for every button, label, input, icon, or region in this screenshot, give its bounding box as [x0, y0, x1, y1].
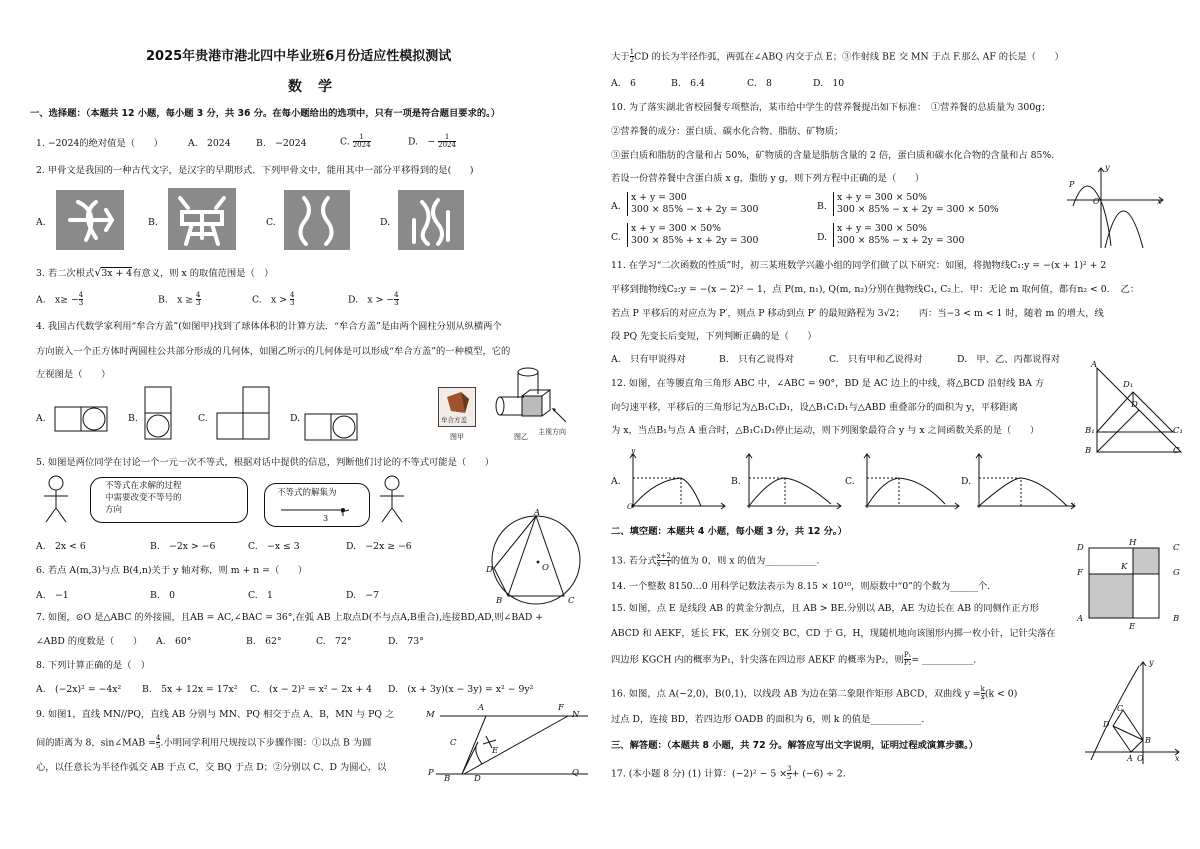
q12-graph-o-label: O	[627, 502, 634, 511]
q15-fig-k: K	[1121, 562, 1128, 572]
fig-jia-box	[438, 387, 476, 427]
q16-line2: 过点 D，连接 BD，若四边形 OADB 的面积为 6，则 k 的值是___________.	[611, 714, 925, 725]
q12-fig-c1: C₁	[1173, 426, 1183, 436]
q8-option-b: B. 5x + 12x = 17x²	[142, 684, 238, 695]
q7-line1: 7. 如图，⊙O 是△ABC 的外接圆，且AB = AC,∠BAC = 36°,在弧 AB 上取点D(不与点A,B重合),连接BD,AD,则∠BAD +	[36, 612, 544, 623]
q3-option-a: A. x≥ − $\frac{4}{3}$	[36, 291, 84, 308]
q12-fig-b: B	[1085, 446, 1092, 456]
q10-line4: 若设一份营养餐中含蛋白质 x g，脂肪 y g，则下列方程中正确的是（ ）	[611, 173, 925, 184]
q11-option-a: A. 只有甲说得对	[611, 354, 686, 365]
q11-option-b: B. 只有乙说得对	[719, 354, 794, 365]
q9-option-b: B. 6.4	[671, 78, 705, 89]
q15-fig-b: B	[1173, 614, 1180, 624]
q5-option-d: D. −2x ≥ −6	[346, 541, 412, 552]
q3-option-d: D. x > − $\frac{4}{3}$	[348, 291, 399, 308]
q4-view-a	[54, 403, 108, 433]
q10-option-a: x + y = 300 300 × 85% − x + 2y = 300	[627, 192, 758, 216]
q16-line1: 16. 如图，点 A(−2,0)，B(0,1)，以线段 AB 为边在第二象限作矩形 ABCD，双曲线 y = $\frac{k}{x}$ (k < 0)	[611, 685, 1018, 702]
q16-fig-o: O	[1137, 754, 1144, 763]
q10-line3: ③蛋白质和脂肪的含量和占 50%，矿物质的含量是脂肪含量的 2 倍，蛋白质和碳水化合物的含量和占 85%.	[611, 150, 1055, 161]
q2-label-a: A.	[36, 217, 46, 228]
q5-student-right	[372, 474, 412, 524]
q4-view-b	[144, 385, 174, 441]
q12-fig-d: D	[1131, 400, 1138, 410]
q7-option-a: A. 60°	[156, 636, 192, 647]
q12-triangle-figure	[1093, 362, 1185, 456]
bubble1-line2: 中需要改变不等号的	[105, 493, 182, 503]
q11-fig-x: x	[1157, 197, 1162, 206]
q10-option-d: x + y = 300 × 50% 300 × 85% − x + 2y = 300	[833, 223, 964, 247]
q9-label-d: D	[474, 774, 481, 784]
q12-line1: 12. 如图，在等腰直角三角形 ABC 中，∠ABC = 90°，BD 是 AC 边上的中线，将△BCD 沿射线 BA 方	[611, 378, 1045, 389]
q4-label-d: D.	[290, 413, 301, 424]
q7-label-b: B	[496, 596, 503, 606]
q16-hyperbola-figure	[1083, 660, 1183, 766]
q11-line3: 若点 P 平移后的对应点为 P′，则点 P 移动到点 P′ 的最短路程为 3√2； 丙：当−3 < m < 1 时，随着 m 的增大，线	[611, 308, 1104, 319]
q16-fig-x: x	[1175, 754, 1180, 763]
q12-graph-b	[741, 450, 845, 510]
q2-label-b: B.	[148, 217, 158, 228]
q10-option-c: x + y = 300 × 50% 300 × 85% + x + 2y = 300	[627, 223, 758, 247]
q5-speech-bubble-2	[264, 483, 370, 527]
q17-text: 17. (本小题 8 分) (1) 计算：(−2)² − 5 × $\frac{3}{5}$ + (−6) ÷ 2.	[611, 765, 846, 782]
q16-fig-d: D	[1103, 720, 1110, 729]
q5-speech-bubble-1	[90, 477, 248, 523]
section-heading-choice: 一、选择题：（本题共 12 小题，每小题 3 分，共 36 分。在每小题给出的选项中，只有一项是符合题目要求的。）	[30, 108, 501, 119]
q10-line1: 10. 为了落实湖北省校园餐专项整治，某市给中学生的营养餐提出如下标准： ①营养餐的总质量为 300g；	[611, 102, 1051, 113]
q16-fig-c: C	[1117, 704, 1124, 713]
exam-title: 2025年贵港市港北四中毕业班6月份适应性模拟测试	[146, 49, 452, 64]
fig-yi-arrow-label: 主视方向	[538, 428, 566, 436]
q1-stem: 1. −2024的绝对值是（ ）	[36, 138, 163, 149]
q16-fig-a: A	[1127, 754, 1133, 763]
q7-circle-figure	[484, 508, 588, 608]
q10-label-d: D.	[817, 232, 828, 243]
subject-title: 数学	[288, 79, 348, 95]
q12-graph-label-b: B.	[731, 476, 741, 487]
q7-option-d: D. 73°	[388, 636, 424, 647]
q10-label-a: A.	[611, 201, 621, 212]
q11-fig-o: O	[1093, 197, 1100, 206]
q9-label-m: M	[426, 710, 435, 720]
q15-square-figure	[1087, 546, 1167, 622]
q12-line2: 向匀速平移，平移后的三角形记为△B₁C₁D₁，设△B₁C₁D₁与△ABD 重叠部分的面积为 y，平移距离	[611, 402, 1018, 413]
fig-jia-caption: 牟合方盖	[441, 416, 467, 424]
q11-parabola-figure	[1067, 166, 1167, 250]
q10-line2: ②营养餐的成分：蛋白质、碳水化合物、脂肪、矿物质；	[611, 126, 844, 137]
bubble1-line3: 方向	[105, 505, 123, 515]
q15-fig-c: C	[1173, 543, 1180, 553]
q12-fig-a: A	[1091, 360, 1098, 370]
q15-fig-e: E	[1129, 622, 1136, 632]
q12-graph-label-d: D.	[961, 476, 972, 487]
q15-fig-g: G	[1173, 568, 1180, 578]
q2-stem: 2. 甲骨文是我国的一种古代文字，是汉字的早期形式．下列甲骨文中，能用其中一部分平移得到的是( )	[36, 165, 474, 176]
oracle-glyph-a	[56, 190, 124, 250]
q3-option-c: C. x > $\frac{4}{3}$	[252, 291, 295, 308]
q9-line3: 心，以任意长为半径作弧交 AB 于点 C，交 BQ 于点 D；②分别以 C、D 为圆心，以	[36, 762, 387, 773]
oracle-glyph-d	[398, 190, 464, 250]
q12-graph-label-c: C.	[845, 476, 855, 487]
q12-graph-x-label: x	[1071, 500, 1076, 509]
q15-line3: 四边形 KGCH 内的概率为P₁，针尖落在四边形 AEKF 的概率为P₂，则 $\frac{\text{P₁}}{\text{P₂}}$ = ___________.	[611, 651, 977, 668]
q9-line2: 间的距离为 8，sin∠MAB = $\frac{4}{5}$ .小明同学利用尺规按以下步骤作图：①以点 B 为圆	[36, 734, 372, 751]
fig-yi-label: 图乙	[514, 433, 528, 441]
q6-option-a: A. −1	[36, 590, 69, 601]
q8-option-d: D. (x + 3y)(x − 3y) = x² − 9y²	[388, 684, 534, 695]
q3-stem: 3. 若二次根式√3x + 4有意义，则 x 的取值范围是（ ）	[36, 266, 274, 279]
q1-option-c: C. $\frac{1}{2024}$	[340, 133, 371, 150]
q9-option-d: D. 10	[813, 78, 845, 89]
q4-view-c	[216, 385, 272, 441]
q12-graph-d	[971, 450, 1081, 510]
q6-option-d: D. −7	[346, 590, 380, 601]
q15-line1: 15. 如图，点 E 是线段 AB 的黄金分割点，且 AB > BE.分别以 AB，AE 为边长在 AB 的同侧作正方形	[611, 603, 1039, 614]
q6-option-c: C. 1	[248, 590, 273, 601]
q11-fig-p: P	[1069, 180, 1075, 189]
q7-line2: ∠ABD 的度数是（ ）	[36, 636, 143, 647]
q9-label-b: B	[444, 774, 451, 784]
q16-fig-y: y	[1149, 658, 1154, 667]
q9-label-a: A	[478, 703, 485, 713]
q1-option-b: B. −2024	[256, 138, 307, 149]
q9-option-c: C. 8	[747, 78, 772, 89]
q6-option-b: B. 0	[150, 590, 175, 601]
bubble1-line1: 不等式在求解的过程	[105, 481, 182, 491]
q4-view-d	[304, 412, 360, 442]
q5-option-b: B. −2x > −6	[150, 541, 216, 552]
q1-option-a: A. 2024	[188, 138, 231, 149]
q12-graph-c	[859, 450, 963, 510]
q9-line1: 9. 如图1，直线 MN//PQ，直线 AB 分别与 MN、PQ 相交于点 A、B，MN 与 PQ 之	[36, 709, 395, 720]
oracle-glyph-c	[284, 190, 350, 250]
oracle-glyph-b	[168, 188, 236, 250]
q9-label-e: E	[492, 746, 499, 756]
bubble2-text: 不等式的解集为	[277, 488, 337, 498]
q12-line3: 为 x，当点B₁与点 A 重合时，△B₁C₁D₁停止运动，则下列图象最符合 y 与 x 之间函数关系的是（ ）	[611, 425, 1040, 436]
q13-text: 13. 若分式 $\frac{x+2}{x-1}$ 的值为 0，则 x 的值为___________.	[611, 552, 820, 569]
section-heading-fill: 二、填空题：本题共 4 小题，每小题 3 分，共 12 分。）	[611, 526, 847, 537]
q11-line1: 11. 在学习“二次函数的性质”时，初三某班数学兴趣小组的同学们做了以下研究：如图，将抛物线C₁:y = −(x + 1)² + 2	[611, 260, 1107, 271]
q11-option-d: D. 甲、乙、丙都说得对	[957, 354, 1061, 365]
q5-option-c: C. −x ≤ 3	[248, 541, 300, 552]
fig-jia-shape	[445, 391, 471, 415]
q7-label-c: C	[568, 596, 575, 606]
q5-number-line	[279, 502, 359, 524]
q10-option-b: x + y = 300 × 50% 300 × 85% − x + 2y = 300 × 50%	[833, 192, 999, 216]
q11-line2: 平移到抛物线C₂:y = −(x − 2)² − 1，点 P(m, n₁), Q(m, n₂)分别在抛物线C₁, C₂上．甲：无论 m 取何值，都有n₂ < 0． 乙：	[611, 284, 1140, 295]
fig-jia-label: 图甲	[450, 433, 464, 441]
q5-student-left	[36, 474, 76, 524]
q12-graph-y-label: y	[631, 446, 636, 455]
q9-label-c: C	[450, 738, 457, 748]
q3-option-b: B. x ≥ $\frac{4}{3}$	[158, 291, 201, 308]
q12-fig-c: C	[1173, 446, 1180, 456]
fig-yi	[492, 364, 572, 428]
q12-graph-label-a: A.	[611, 476, 621, 487]
q15-line2: ABCD 和 AEKF，延长 FK，EK 分别交 BC，CD 于 G，H，现随机地向该图形内掷一枚小针，记针尖落在	[611, 628, 1056, 639]
q4-line1: 4. 我国古代数学家利用“牟合方盖”(如图甲)找到了球体体积的计算方法．“牟合方盖”是由两个圆柱分别从纵横两个	[36, 321, 502, 332]
q15-fig-d: D	[1077, 543, 1084, 553]
q7-label-o: O	[542, 563, 549, 573]
q4-line2: 方向嵌入一个正方体时两圆柱公共部分形成的几何体，如图乙所示的几何体是可以形成“牟合方盖”的一种模型，它的	[36, 346, 511, 357]
q5-stem: 5. 如图是两位同学在讨论一个一元一次不等式，根据对话中提供的信息，判断他们讨论的不等式可能是（ ）	[36, 457, 495, 468]
q6-stem: 6. 若点 A(m,3)与点 B(4,n)关于 y 轴对称，则 m + n =（ ）	[36, 565, 308, 576]
q2-label-d: D.	[380, 217, 391, 228]
q4-label-a: A.	[36, 413, 46, 424]
q7-label-a: A	[534, 508, 541, 518]
q10-label-b: B.	[817, 201, 827, 212]
q1-fraction-c: $\frac{1}{2024}$	[352, 133, 371, 150]
q8-option-c: C. (x − 2)² = x² − 2x + 4	[250, 684, 373, 695]
q12-graph-a	[625, 450, 729, 510]
q7-option-b: B. 62°	[246, 636, 282, 647]
q15-fig-h: H	[1129, 538, 1137, 548]
q12-fig-d1: D₁	[1123, 380, 1134, 390]
q16-fig-b: B	[1145, 736, 1151, 745]
q11-fig-y: y	[1105, 163, 1110, 172]
q8-option-a: A. (−2x)² = −4x²	[36, 684, 122, 695]
q5-option-a: A. 2x < 6	[36, 541, 86, 552]
q8-stem: 8. 下列计算正确的是（ ）	[36, 660, 151, 671]
q2-label-c: C.	[266, 217, 276, 228]
q1-option-d: D. − $\frac{1}{2024}$	[408, 133, 456, 150]
q9-label-f: F	[558, 703, 564, 713]
q10-label-c: C.	[611, 232, 621, 243]
q3-radicand: 3x + 4	[101, 268, 133, 279]
q4-label-c: C.	[198, 413, 208, 424]
q15-fig-a: A	[1077, 614, 1084, 624]
q9-label-n: N	[572, 710, 580, 720]
q4-label-b: B.	[128, 413, 138, 424]
q4-line3: 左视图是（ ）	[36, 369, 111, 380]
q1-fraction-d: $\frac{1}{2024}$	[438, 133, 456, 150]
q9-continued-line: 大于 $\frac{1}{2}$ CD 的长为半径作弧，两弧在∠ABQ 内交于点 E；③作射线 BE 交 MN 于点 F.那么 AF 的长是（ ）	[611, 48, 1064, 65]
q11-line4: 段 PQ 先变长后变短，下列判断正确的是（ ）	[611, 331, 817, 342]
section-heading-answer: 三、解答题：（本题共 8 小题，共 72 分。解答应写出文字说明，证明过程或演算步骤。）	[611, 740, 979, 751]
q7-label-d: D	[486, 565, 493, 575]
q15-fig-f: F	[1077, 568, 1083, 578]
q14-text: 14. 一个整数 8150…0 用科学记数法表示为 8.15 × 10¹⁰，则原数中“0”的个数为______个.	[611, 581, 991, 592]
q5-number-three: 3	[323, 514, 329, 523]
q9-option-a: A. 6	[611, 78, 636, 89]
q11-option-c: C. 只有甲和乙说得对	[829, 354, 923, 365]
q9-label-q: Q	[572, 768, 579, 778]
q12-fig-b1: B₁	[1085, 426, 1095, 436]
q7-option-c: C. 72°	[316, 636, 352, 647]
q9-label-p: P	[428, 768, 434, 778]
